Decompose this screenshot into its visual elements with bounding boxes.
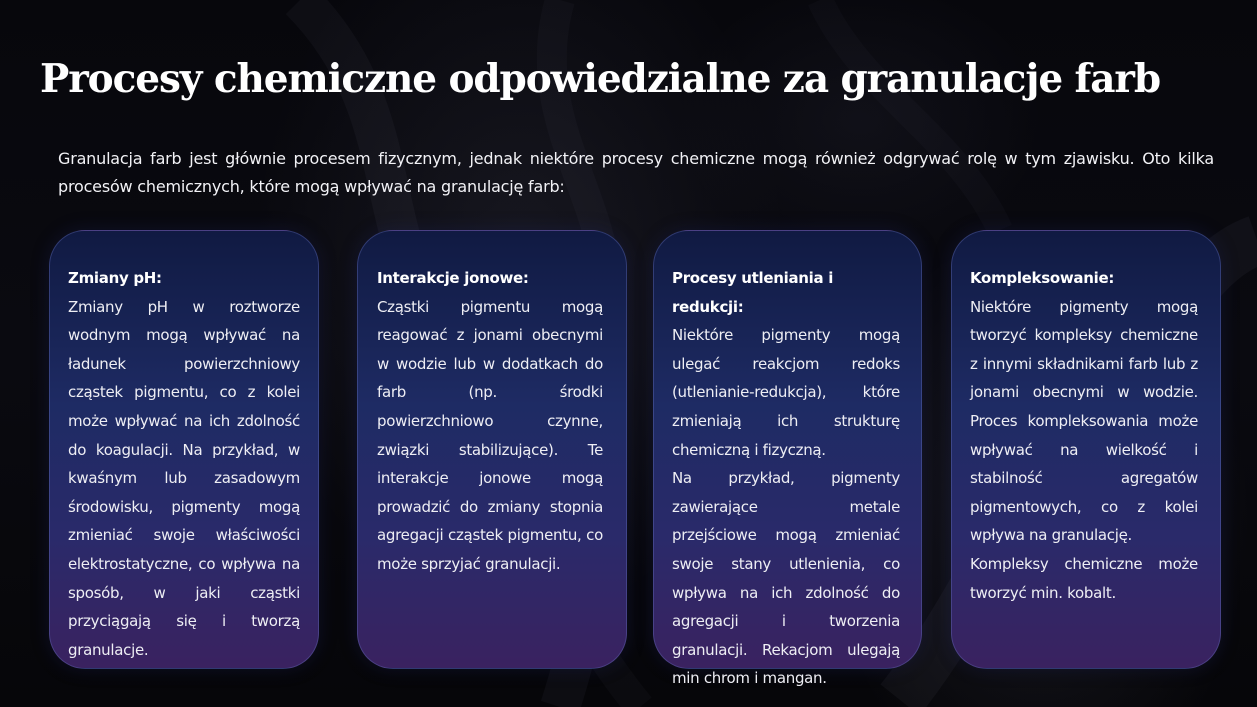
- card-heading: Zmiany pH:: [68, 269, 162, 287]
- card-complexation: [951, 230, 1221, 669]
- card-heading: Interakcje jonowe:: [377, 269, 529, 287]
- intro-paragraph: Granulacja farb jest głównie procesem fizycznym, jednak niektóre procesy chemiczne mogą również odgrywać rolę w tym zjawisku. Oto kilka procesów chemicznych, które mogą wpływać na granulację farb:: [58, 149, 1214, 196]
- card-ph-changes: [49, 230, 319, 669]
- page-title: Procesy chemiczne odpowiedzialne za granulacje farb: [40, 56, 1160, 102]
- card-ionic-interactions: [357, 230, 627, 669]
- card-text: Niektóre pigmenty mogą tworzyć kompleksy chemiczne z innymi składnikami farb lub z jonami obecnymi w wodzie. Proces kompleksowania może wpływać na wielkość i stabilność agregatów pigmentowych, co z kolei wpływa na granulację.: [970, 297, 1198, 545]
- card-text: Kompleksy chemiczne może tworzyć min. kobalt.: [970, 554, 1198, 602]
- card-heading: Procesy utleniania i redukcji:: [672, 269, 834, 316]
- card-heading: Kompleksowanie:: [970, 269, 1115, 287]
- card-text: Cząstki pigmentu mogą reagować z jonami obecnymi w wodzie lub w dodatkach do farb (np. środki powierzchniowo czynne, związki stabilizujące). Te interakcje jonowe mogą prowadzić do zmiany stopnia agregacji cząstek pigmentu, co może sprzyjać granulacji.: [377, 297, 603, 573]
- card-text: Na przykład, pigmenty zawierające metale przejściowe mogą zmieniać swoje stany utlenienia, co wpływa na ich zdolność do agregacji i tworzenia granulacji. Rekacjom ulegają min chrom i mangan.: [672, 469, 900, 688]
- card-text: Zmiany pH w roztworze wodnym mogą wpływać na ładunek powierzchniowy cząstek pigmentu, co z kolei może wpływać na ich zdolność do koagulacji. Na przykład, w kwaśnym lub zasadowym środowisku, pigmenty mogą zmieniać swoje właściwości elektrostatyczne, co wpływa na sposób, w jaki cząstki przyciągają się i tworzą granulacje.: [68, 297, 300, 659]
- card-text: Niektóre pigmenty mogą ulegać reakcjom redoks (utlenianie-redukcja), które zmieniają ich strukturę chemiczną i fizyczną.: [672, 326, 900, 459]
- card-redox-processes: [653, 230, 922, 688]
